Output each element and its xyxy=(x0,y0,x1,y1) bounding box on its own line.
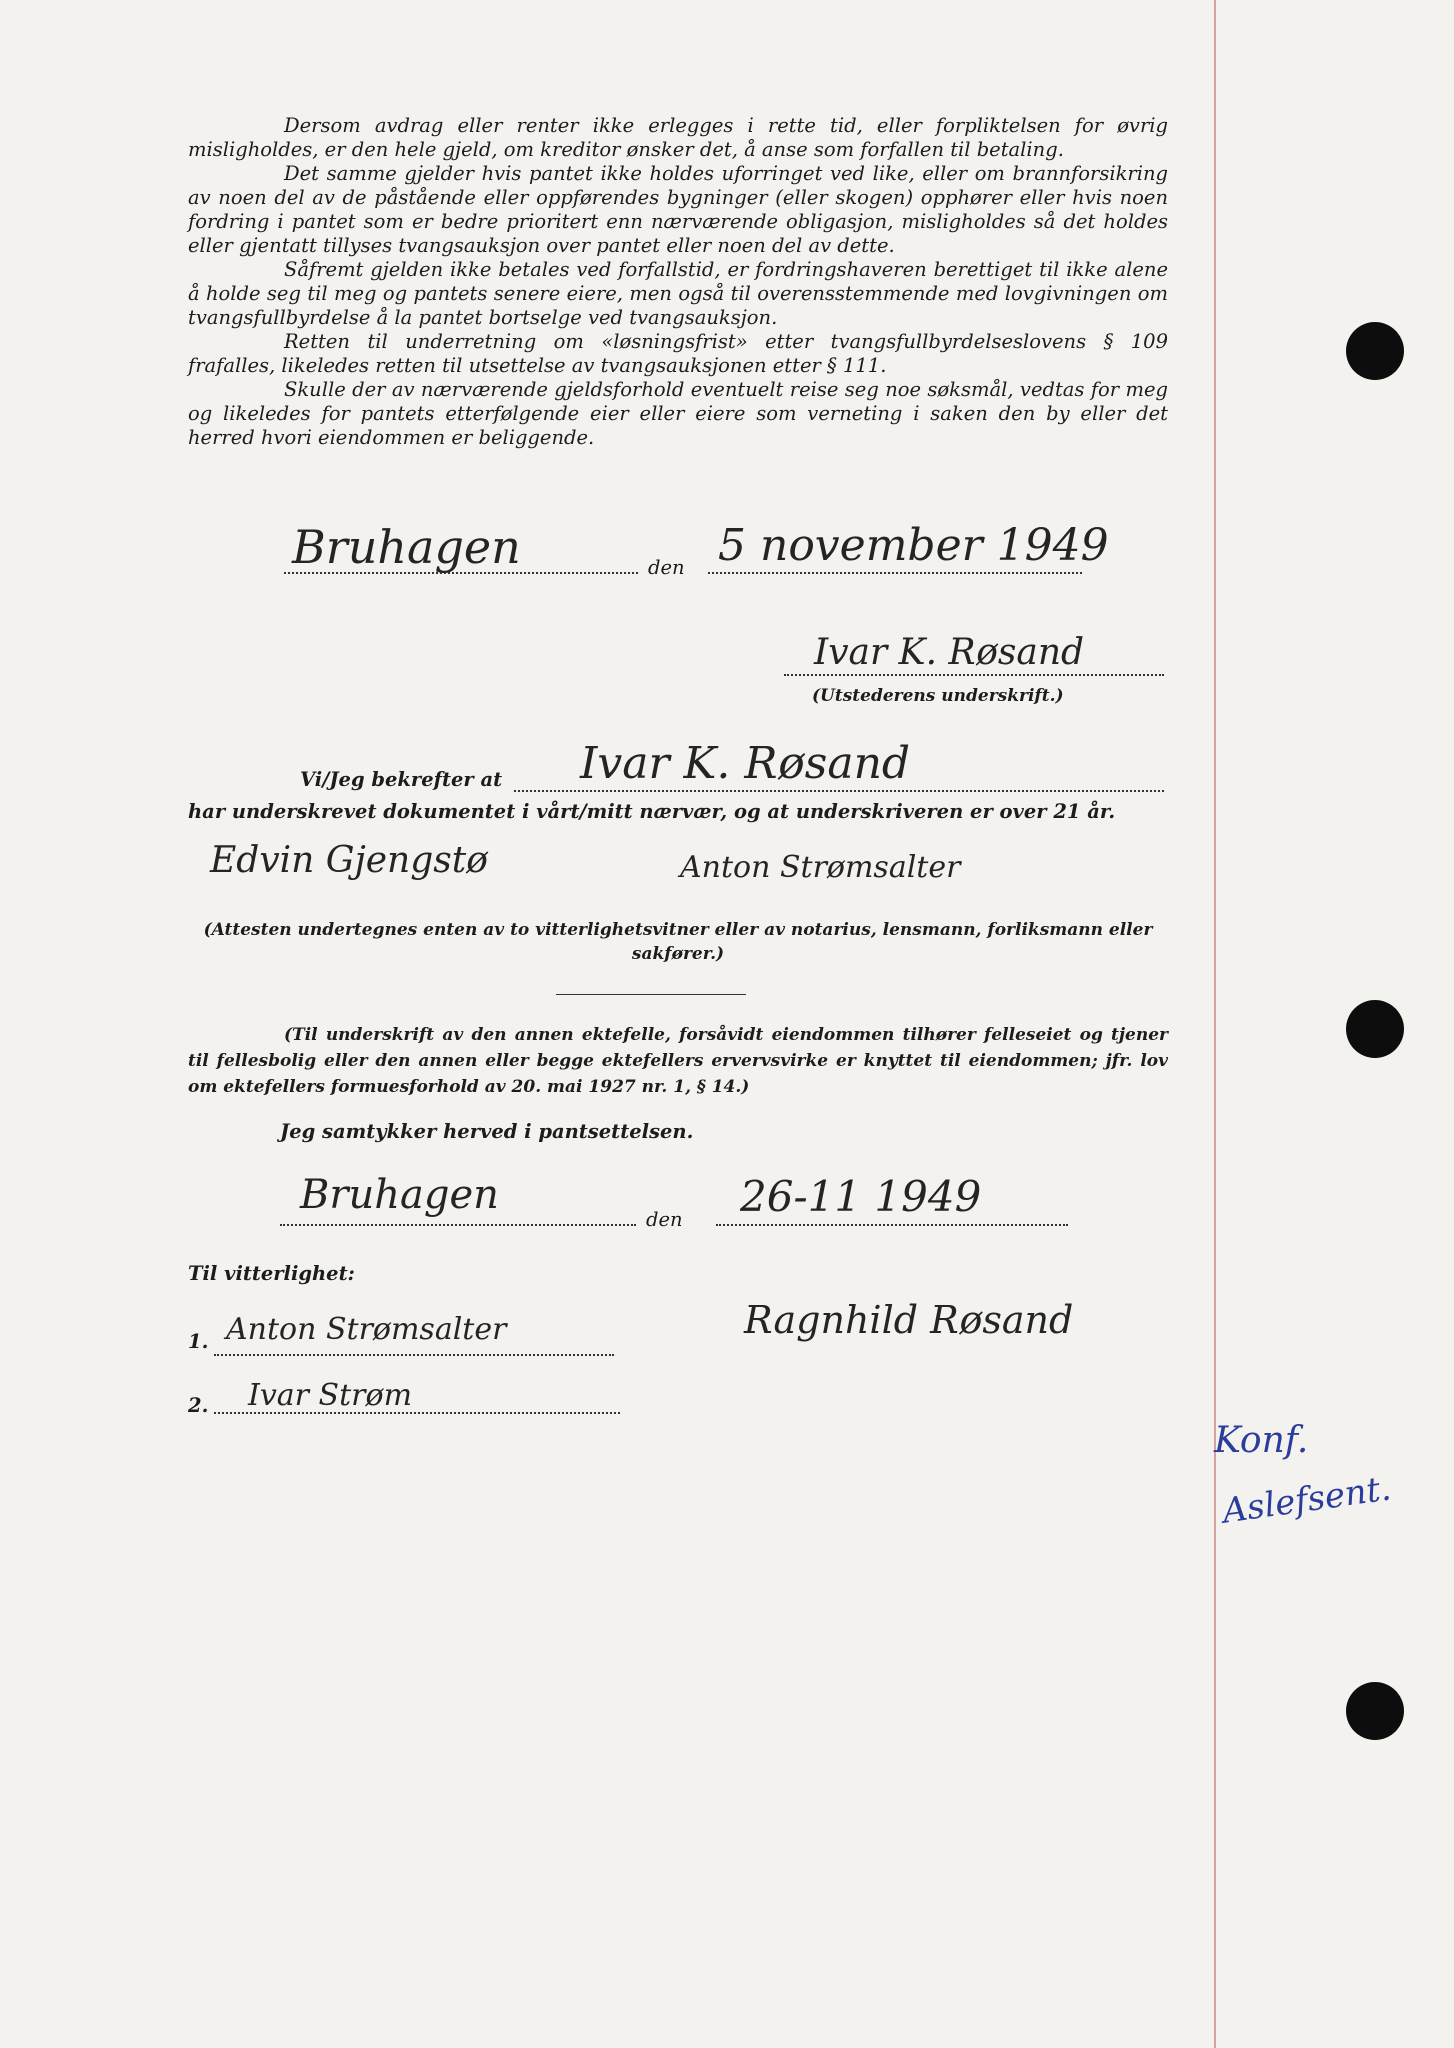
spouse-signature: Ragnhild Røsand xyxy=(744,1298,1074,1342)
consent-witness-1: Anton Strømsalter xyxy=(226,1312,507,1347)
issuer-signature-line xyxy=(784,674,1164,676)
clause-5: Skulle der av nærværende gjeldsforhold eventuelt reise seg noe søksmål, vedtas for meg og likeledes for pantets etterfølgende eier eller eiere som verneting i saken den by eller det herred hvori eiendommen er beliggende. xyxy=(188,378,1168,449)
consent-den-label: den xyxy=(646,1208,683,1231)
consent-date: 26-11 1949 xyxy=(740,1172,982,1221)
consent-date-line xyxy=(716,1224,1068,1226)
clause-2: Det samme gjelder hvis pantet ikke holdes uforringet ved like, eller om brannforsikring av noen del av de påstående eller oppførendes bygninger (eller skogen) opphører eller hvis noen fordring i pantet som er bedre prioritert enn nærværende obligasjon, misligholdes så det holdes eller gjentatt tillyses tvangsauksjon over pantet eller noen del av dette. xyxy=(188,162,1168,257)
witness-heading: Til vitterlighet: xyxy=(188,1262,355,1285)
clause-4: Retten til underretning om «løsningsfrist» etter tvangsfullbyrdelseslovens § 109 frafalles, likeledes retten til utsettelse av tvangsauksjonen etter § 111. xyxy=(188,330,1168,377)
consent-place: Bruhagen xyxy=(300,1172,499,1218)
cert-note: (Attesten undertegnes enten av to vitterlighetsvitner eller av notarius, lensmann, forliksmann eller sakfører.) xyxy=(203,920,1153,964)
margin-note-initials: Aslefsent. xyxy=(1220,1468,1394,1532)
witness-num-2: 2. xyxy=(188,1394,209,1417)
margin-note-konf: Konf. xyxy=(1214,1420,1309,1461)
cert-prefix: Vi/Jeg bekrefter at xyxy=(300,768,503,791)
witness-num-1: 1. xyxy=(188,1330,209,1353)
punch-hole xyxy=(1346,1682,1404,1740)
cert-signer: Ivar K. Røsand xyxy=(580,738,911,789)
issue-place-line xyxy=(284,572,638,574)
issuer-signature: Ivar K. Røsand xyxy=(814,632,1085,673)
spouse-note: (Til underskrift av den annen ektefelle, forsåvidt eiendommen tilhører felleseiet og tjener til fellesbolig eller den annen eller begge ektefellers ervervsvirke er knyttet til eiendommen; jfr. lov om ektefellers formuesforhold av 20. mai 1927 nr. 1, § 14.) xyxy=(188,1025,1168,1097)
issue-place: Bruhagen xyxy=(292,520,521,574)
clause-3: Såfremt gjelden ikke betales ved forfallstid, er fordringshaveren berettiget til ikke alene å holde seg til meg og pantets senere eiere, men også til overensstemmende med lovgivningen om tvangsfullbyrdelse å la pantet bortselge ved tvangsauksjon. xyxy=(188,258,1168,329)
cert-witness-2: Anton Strømsalter xyxy=(680,850,961,885)
consent-witness-2-line xyxy=(214,1412,620,1414)
cert-signer-line xyxy=(514,790,1164,792)
clause-1: Dersom avdrag eller renter ikke erlegges i rette tid, eller forpliktelsen for øvrig misligholdes, er den hele gjeld, om kreditor ønsker det, å anse som forfallen til betaling. xyxy=(188,114,1168,161)
issue-den-label: den xyxy=(648,556,685,579)
issuer-signature-caption: (Utstederens underskrift.) xyxy=(812,686,1064,706)
consent-text: Jeg samtykker herved i pantsettelsen. xyxy=(280,1120,694,1143)
clauses-block xyxy=(188,114,1168,450)
punch-hole xyxy=(1346,1000,1404,1058)
cert-line2: har underskrevet dokumentet i vårt/mitt nærvær, og at underskriveren er over 21 år. xyxy=(188,800,1116,823)
cert-witness-1: Edvin Gjengstø xyxy=(210,840,488,881)
punch-hole xyxy=(1346,322,1404,380)
issue-date-line xyxy=(708,572,1082,574)
section-divider xyxy=(556,994,746,995)
consent-witness-1-line xyxy=(214,1354,614,1356)
consent-witness-2: Ivar Strøm xyxy=(248,1378,413,1413)
issue-date: 5 november 1949 xyxy=(718,520,1109,571)
margin-rule xyxy=(1214,0,1216,2048)
consent-place-line xyxy=(280,1224,636,1226)
